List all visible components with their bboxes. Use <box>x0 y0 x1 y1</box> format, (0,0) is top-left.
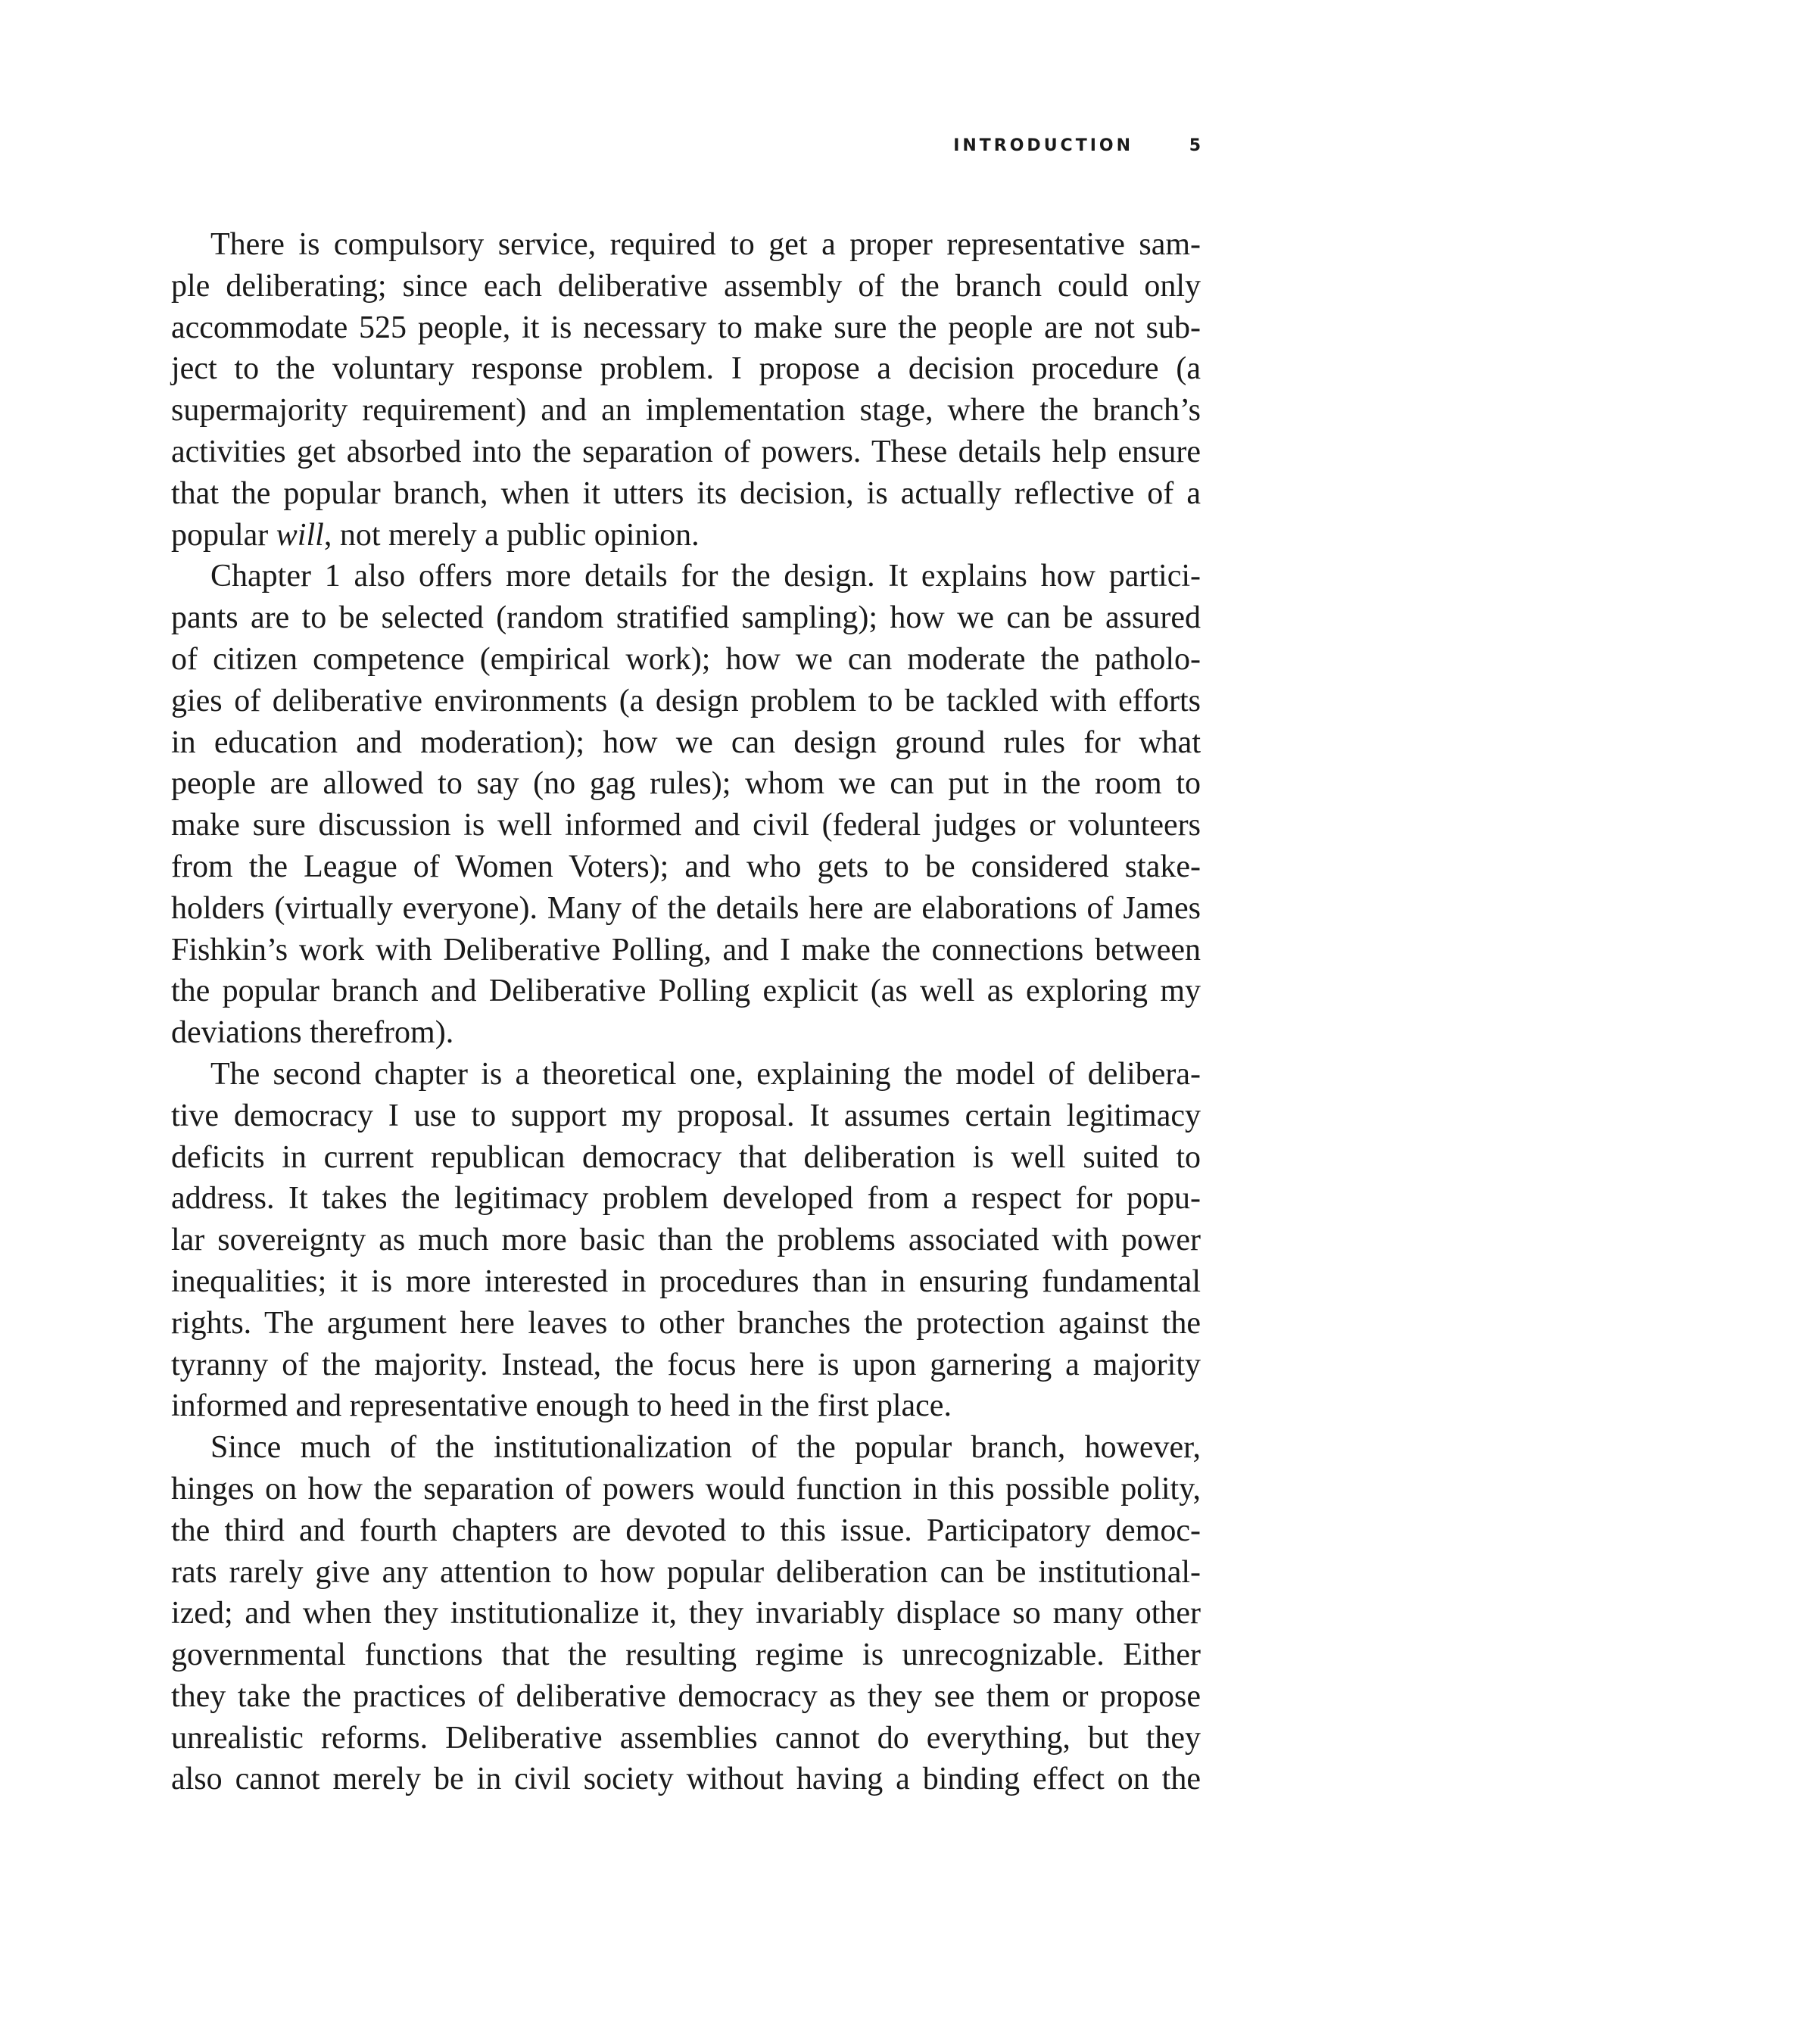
text-line: supermajority requirement) and an implementation stage, where the branch’s <box>171 393 1201 428</box>
text-line: make sure discussion is well informed and civil (federal judges or volunteers <box>171 808 1201 843</box>
text-line: in education and moderation); how we can design ground rules for what <box>171 724 1201 760</box>
text-line: accommodate 525 people, it is necessary to make sure the people are not sub- <box>171 310 1201 345</box>
text-line: Fishkin’s work with Deliberative Polling, and I make the connections between <box>171 932 1201 967</box>
text-line: tyranny of the majority. Instead, the focus here is upon garnering a majority <box>171 1347 1201 1382</box>
text-line <box>171 515 1201 556</box>
text-line: hinges on how the separation of powers would function in this possible polity, <box>171 1471 1201 1507</box>
text-line: ple deliberating; since each deliberative assembly of the branch could only <box>171 268 1201 304</box>
text-fragment: , not merely a public opinion. <box>323 517 700 553</box>
page-number: 5 <box>1189 136 1201 155</box>
text-line: that the popular branch, when it utters its decision, is actually reflective of a <box>171 475 1201 511</box>
text-line: lar sovereignty as much more basic than the problems associated with power <box>171 1223 1201 1258</box>
text-line: people are allowed to say (no gag rules); whom we can put in the room to <box>171 766 1201 802</box>
text-line: from the League of Women Voters); and who gets to be considered stake- <box>171 849 1201 884</box>
paragraph-2 <box>171 556 1201 1054</box>
running-head <box>171 136 1201 164</box>
text-fragment: popular <box>171 517 276 553</box>
running-head-title: INTRODUCTION <box>953 136 1134 155</box>
text-line: Since much of the institutionalization of the popular branch, however, <box>210 1430 1201 1466</box>
text-line: deviations therefrom). <box>171 1015 454 1051</box>
paragraph-3 <box>171 1054 1201 1427</box>
text-line: unrealistic reforms. Deliberative assemblies cannot do everything, but they <box>171 1720 1201 1756</box>
text-line: inequalities; it is more interested in procedures than in ensuring fundamental <box>171 1263 1201 1299</box>
text-line: rats rarely give any attention to how popular deliberation can be institutional- <box>171 1554 1201 1590</box>
text-line: gies of deliberative environments (a design problem to be tackled with efforts <box>171 683 1201 718</box>
text-line: tive democracy I use to support my proposal. It assumes certain legitimacy <box>171 1098 1201 1133</box>
text-line: rights. The argument here leaves to other branches the protection against the <box>171 1305 1201 1341</box>
text-line: the third and fourth chapters are devoted to this issue. Participatory democ- <box>171 1513 1201 1548</box>
italic-word: will <box>276 517 324 553</box>
text-line: of citizen competence (empirical work); how we can moderate the patholo- <box>171 641 1201 677</box>
text-line: There is compulsory service, required to get a proper representative sam- <box>210 227 1201 262</box>
text-line: activities get absorbed into the separation of powers. These details help ensure <box>171 434 1201 469</box>
text-line: ized; and when they institutionalize it, they invariably displace so many other <box>171 1596 1201 1631</box>
text-line: governmental functions that the resulting regime is unrecognizable. Either <box>171 1637 1201 1673</box>
paragraph-1 <box>171 224 1201 556</box>
text-line: holders (virtually everyone). Many of the details here are elaborations of James <box>171 890 1201 926</box>
text-line: Chapter 1 also offers more details for the design. It explains how partici- <box>210 559 1201 594</box>
paragraph-4 <box>171 1427 1201 1800</box>
text-line: pants are to be selected (random stratified sampling); how we can be assured <box>171 600 1201 636</box>
text-line: also cannot merely be in civil society without having a binding effect on the <box>171 1762 1201 1797</box>
text-line: they take the practices of deliberative democracy as they see them or propose <box>171 1678 1201 1714</box>
text-line: informed and representative enough to heed in the first place. <box>171 1388 952 1424</box>
body-text <box>171 224 1201 1800</box>
text-line: the popular branch and Deliberative Polling explicit (as well as exploring my <box>171 974 1201 1009</box>
text-line: ject to the voluntary response problem. I propose a decision procedure (a <box>171 351 1201 387</box>
text-line: deficits in current republican democracy that deliberation is well suited to <box>171 1139 1201 1175</box>
text-line: The second chapter is a theoretical one, explaining the model of delibera- <box>210 1056 1201 1092</box>
text-line: address. It takes the legitimacy problem developed from a respect for popu- <box>171 1181 1201 1217</box>
